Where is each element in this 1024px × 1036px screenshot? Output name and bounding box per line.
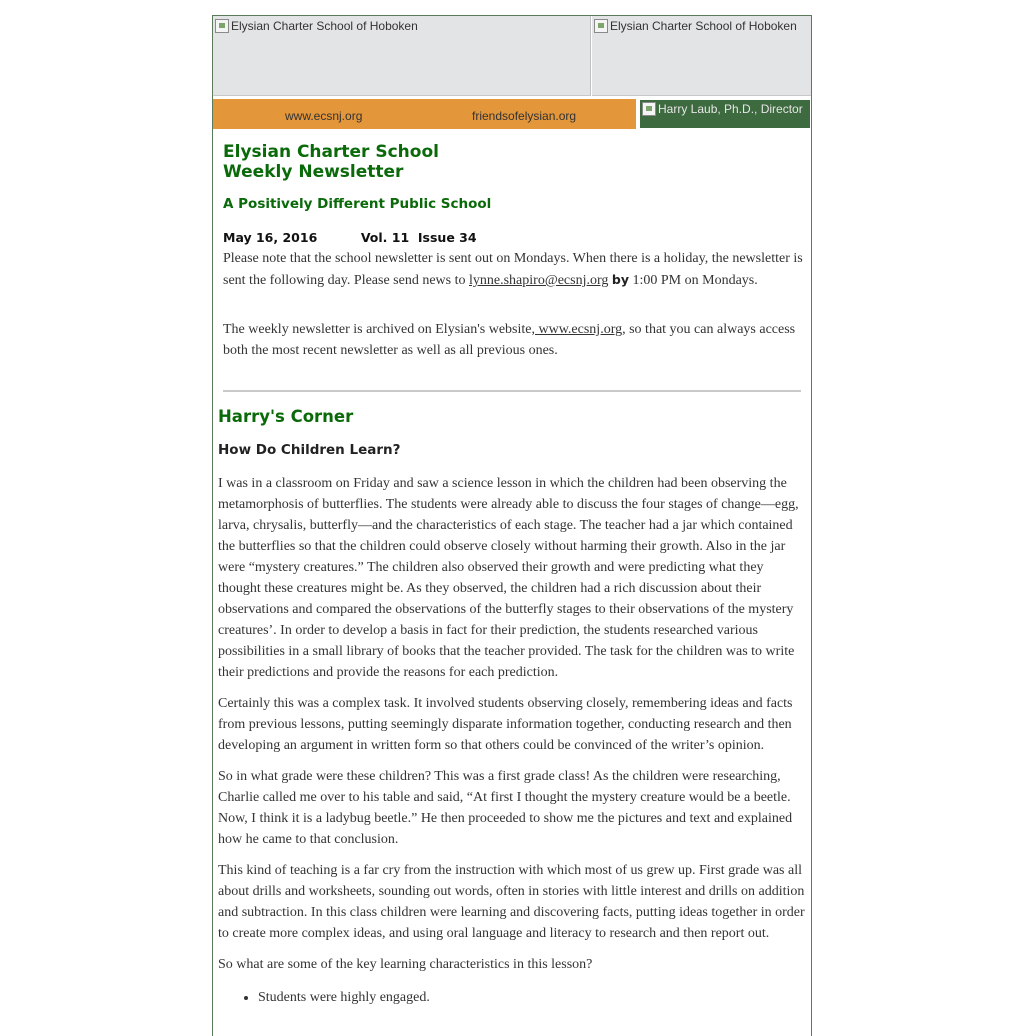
issue-number: Issue 34: [417, 230, 477, 245]
volume-number: Vol. 11: [360, 230, 410, 245]
section-divider: [223, 390, 801, 392]
link-bar: [213, 99, 636, 129]
notice-text: Please note that the school newsletter is sent out on Mondays. When there is a holiday, the newsletter is sent the following day. Please send news to: [223, 251, 803, 288]
title-line-2: Weekly Newsletter: [223, 162, 404, 182]
friends-of-elysian-link[interactable]: friendsofelysian.org: [472, 109, 577, 123]
archive-text-end: , so that you can always access both the most recent newsletter as well as all previous ones.: [223, 322, 796, 358]
ecsnj-link[interactable]: www.ecsnj.org: [285, 109, 363, 123]
notice-by: by: [611, 272, 629, 287]
article-paragraph: This kind of teaching is a far cry from the instruction with which most of us grew up. First grade was all about drills and worksheets, sounding out words, often in stories with little interest and drills on addition and subtraction. In this class children were learning and discovering facts, putting ideas together in order to create more complex ideas, and using oral language and literacy to research and then report out.: [218, 863, 805, 941]
email-link[interactable]: lynne.shapiro@ecsnj.org: [469, 273, 609, 288]
article-heading: How Do Children Learn?: [218, 442, 401, 458]
archive-text: The weekly newsletter is archived on Elysian's website,: [223, 322, 535, 337]
archive-notice: [223, 319, 803, 361]
banner: [213, 16, 811, 96]
submission-notice: [223, 248, 803, 291]
tagline: A Positively Different Public School: [223, 196, 492, 212]
broken-image-icon: [594, 19, 608, 33]
notice-text-end: 1:00 PM on Mondays.: [629, 273, 758, 288]
banner-image-right: [592, 16, 811, 96]
article-paragraph: Certainly this was a complex task. It involved students observing closely, remembering ideas and facts from previous lessons, putting seemingly disparate information together, conducting research and then developing an argument in written form so that others could be convinced of the writer’s opinion.: [218, 696, 793, 753]
dateline: [223, 230, 477, 245]
newsletter-title: [223, 142, 439, 182]
list-item: • Students were highly engaged.: [258, 987, 808, 1008]
banner-image-left-alt: Elysian Charter School of Hoboken: [231, 19, 418, 33]
article-paragraph: So what are some of the key learning characteristics in this lesson?: [218, 957, 593, 972]
broken-image-icon: [642, 102, 656, 116]
director-image-alt: Harry Laub, Ph.D., Director: [658, 102, 803, 116]
characteristics-list: [218, 987, 808, 1008]
banner-image-right-alt: Elysian Charter School of Hoboken: [610, 19, 797, 33]
title-line-1: Elysian Charter School: [223, 142, 439, 162]
director-image: [640, 100, 810, 128]
article-body: [218, 473, 808, 1008]
website-link[interactable]: www.ecsnj.org: [535, 322, 623, 337]
banner-image-left: [213, 16, 591, 96]
section-title: Harry's Corner: [218, 407, 354, 426]
issue-date: May 16, 2016: [223, 230, 318, 245]
article-paragraph: I was in a classroom on Friday and saw a science lesson in which the children had been observing the metamorphosis of butterflies. The students were already able to discuss the four stages of change—egg, larva, chrysalis, butterfly—and the characteristics of each stage. The teacher had a jar which contained the butterflies so that the children could observe closely without harming their growth. Also in the jar were “mystery creatures.” The children also observed their growth and were predicting what they thought these creatures might be. As they observed, the children had a rich discussion about their observations and compared the observations of the butterfly stages to their observations of the mystery creatures’. In order to develop a basis in fact for their prediction, the students researched various possibilities in a small library of books that the teacher provided. The task for the children was to write their predictions and provide the reasons for each prediction.: [218, 476, 799, 680]
newsletter-container: [212, 15, 812, 1036]
article-paragraph: So in what grade were these children? This was a first grade class! As the children were researching, Charlie called me over to his table and said, “At first I thought the mystery creature would be a beetle. Now, I think it is a ladybug beetle.” He then proceeded to show me the pictures and text and explained how he came to that conclusion.: [218, 769, 793, 847]
broken-image-icon: [215, 19, 229, 33]
